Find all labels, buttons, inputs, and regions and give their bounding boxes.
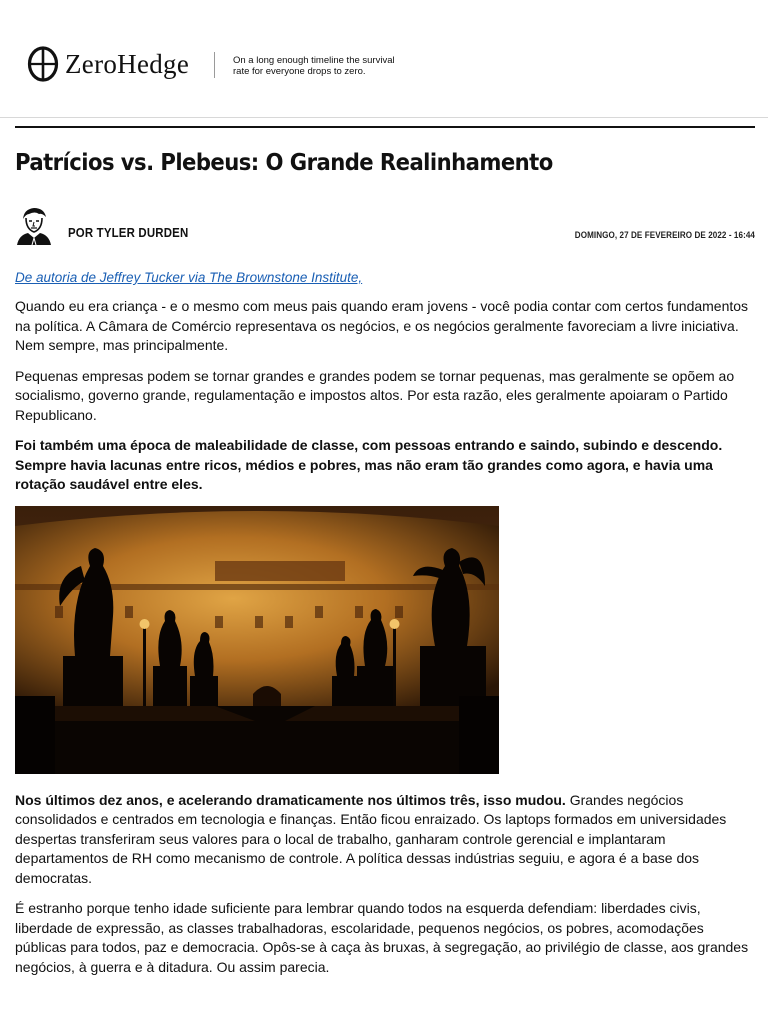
site-tagline [233, 55, 433, 77]
author-byline[interactable]: POR TYLER DURDEN [68, 225, 189, 240]
omega-logo-icon [27, 45, 59, 83]
tagline-line-2: rate for everyone drops to zero. [233, 66, 366, 77]
article-body [15, 270, 755, 988]
paragraph-2: Pequenas empresas podem se tornar grandes e grandes podem se tornar pequenas, mas geralmente se opõem ao socialismo, governo grande, regulamentação e impostos altos. Por esta razão, eles geralmente apoiaram o Partido Republicano. [15, 367, 735, 423]
tagline-line-1: On a long enough timeline the survival [233, 55, 395, 66]
paragraph-4 [15, 791, 755, 889]
author-avatar-icon[interactable] [15, 205, 53, 245]
title-rule [15, 126, 755, 128]
header-divider [214, 52, 215, 78]
publish-date: DOMINGO, 27 DE FEVEREIRO DE 2022 - 16:44 [574, 230, 755, 241]
article-photo [15, 506, 499, 774]
paragraph-3: Foi também uma época de maleabilidade de classe, com pessoas entrando e saindo, subindo e descendo. Sempre havia lacunas entre ricos, médios e pobres, mas não eram tão grandes como agora, e havia uma rotação saudável entre eles. [15, 437, 723, 492]
site-name: ZeroHedge [65, 48, 190, 79]
author-credit [15, 270, 755, 285]
paragraph-4-lead: Nos últimos dez anos, e acelerando dramaticamente nos últimos três, isso mudou. [15, 791, 566, 808]
site-logo[interactable] [27, 45, 189, 83]
article-title: Patrícios vs. Plebeus: O Grande Realinhamento [15, 150, 553, 176]
site-header [0, 0, 768, 118]
author-credit-link[interactable]: De autoria de Jeffrey Tucker via The Brownstone Institute, [15, 270, 363, 285]
paragraph-5: É estranho porque tenho idade suficiente para lembrar quando todos na esquerda defendiam: liberdades civis, liberdade de expressão, as classes trabalhadoras, escolaridade, pequenos negócios, os pobres, acomodações públicas para todos, paz e democracia. Opôs-se à caça às bruxas, à segregação, ao privilégio de classe, aos grandes negócios, à guerra e à ditadura. Ou assim parecia. [15, 900, 749, 975]
paragraph-4-rest: Grandes negócios consolidados e centrados em tecnologia e finanças. Então ficou enraizado. Os laptops formados em universidades despertas transferiram seus valores para o local de trabalho, ganharam controle gerencial e implantaram departamentos de RH como mecanismo de controle. A política dessas indústrias seguiu, e agora é a base dos democratas. [15, 791, 727, 886]
author-row [15, 205, 755, 245]
paragraph-1: Quando eu era criança - e o mesmo com meus pais quando eram jovens - você podia contar com certos fundamentos na política. A Câmara de Comércio representava os negócios, e os negócios geralmente favoreciam a livre iniciativa. Nem sempre, mas principalmente. [15, 298, 749, 353]
